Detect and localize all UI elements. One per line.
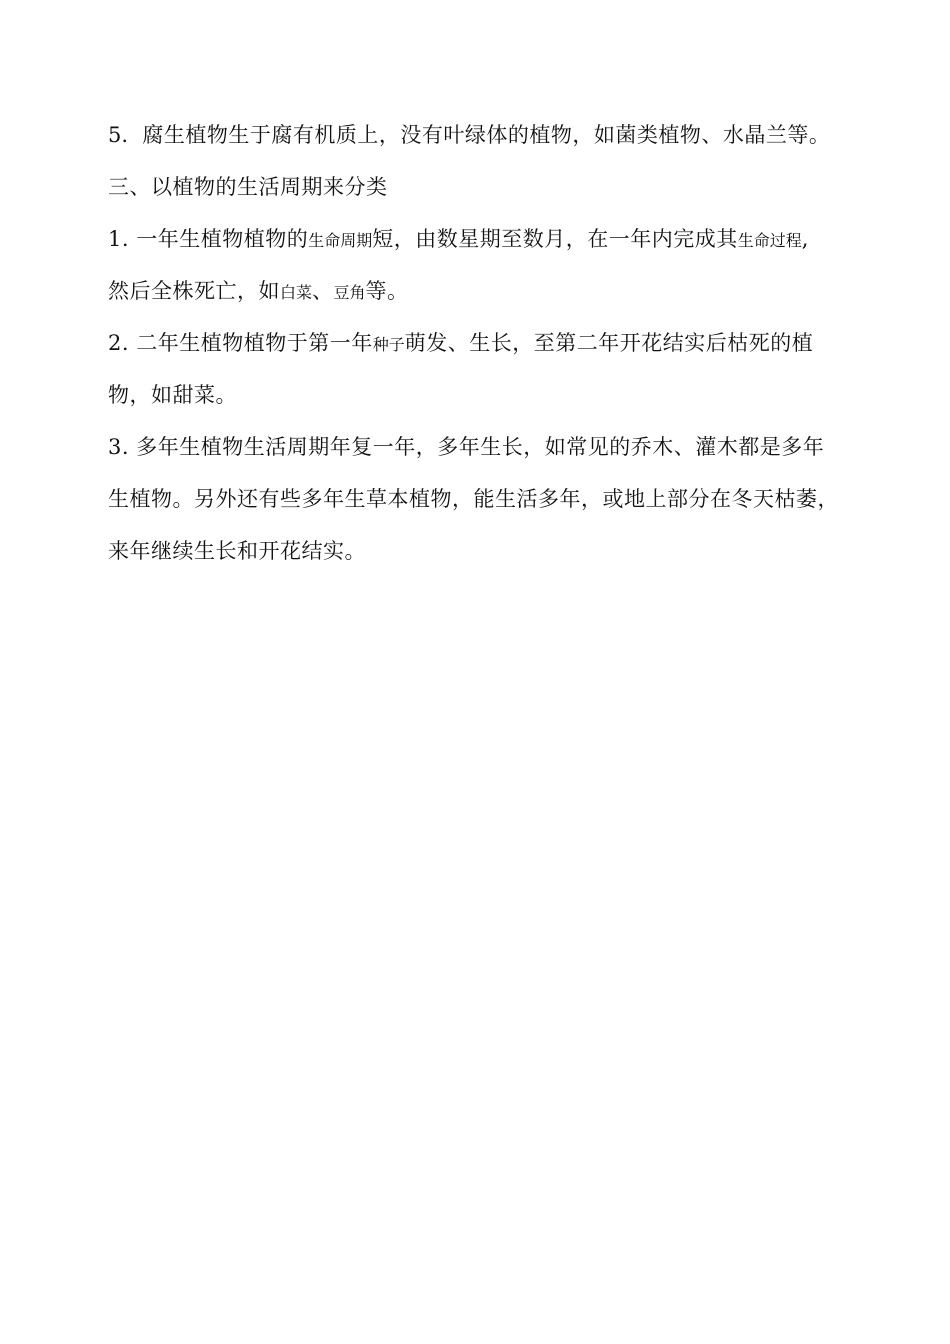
item2-line1-part-a: 2. 二年生植物植物于第一年 [108, 331, 373, 355]
item1-line2-part-c: 等。 [365, 279, 409, 303]
item1-line1-part-b: 短，由数星期至数月，在一年内完成其 [372, 227, 738, 251]
item1-line2 [108, 278, 868, 304]
item3-line1: 3. 多年生植物生活周期年复一年，多年生长，如常见的乔木、灌木都是多年 [108, 435, 825, 459]
item1-line2-part-a: 然后全株死亡，如 [108, 279, 280, 303]
item5-number: 5. [108, 123, 129, 147]
section3-heading: 三、以植物的生活周期来分类 [108, 175, 388, 199]
item5-line [108, 122, 868, 148]
item5-text: 腐生植物生于腐有机质上，没有叶绿体的植物，如菌类植物、水晶兰等。 [142, 123, 831, 147]
item1-line1 [108, 226, 868, 252]
document-body [108, 122, 868, 564]
item3-line3: 来年继续生长和开花结实。 [108, 539, 366, 563]
item2-line1 [108, 330, 868, 356]
item2-line1-part-b: 萌发、生长，至第二年开花结实后枯死的植 [404, 331, 814, 355]
item1-term-life-process: 生命过程 [737, 231, 802, 250]
item1-line1-part-a: 1. 一年生植物植物的 [108, 227, 309, 251]
item1-line2-part-b: 、 [312, 279, 334, 303]
item1-term-life-cycle: 生命周期 [308, 231, 373, 250]
item1-line1-part-c: , [801, 227, 809, 251]
item1-term-cabbage: 白菜 [280, 283, 313, 302]
item3-line2: 生植物。另外还有些多年生草本植物，能生活多年，或地上部分在冬天枯萎， [108, 487, 839, 511]
item2-line2: 物，如甜菜。 [108, 383, 237, 407]
item2-term-seed: 种子 [372, 335, 405, 354]
item1-term-bean: 豆角 [333, 283, 366, 302]
